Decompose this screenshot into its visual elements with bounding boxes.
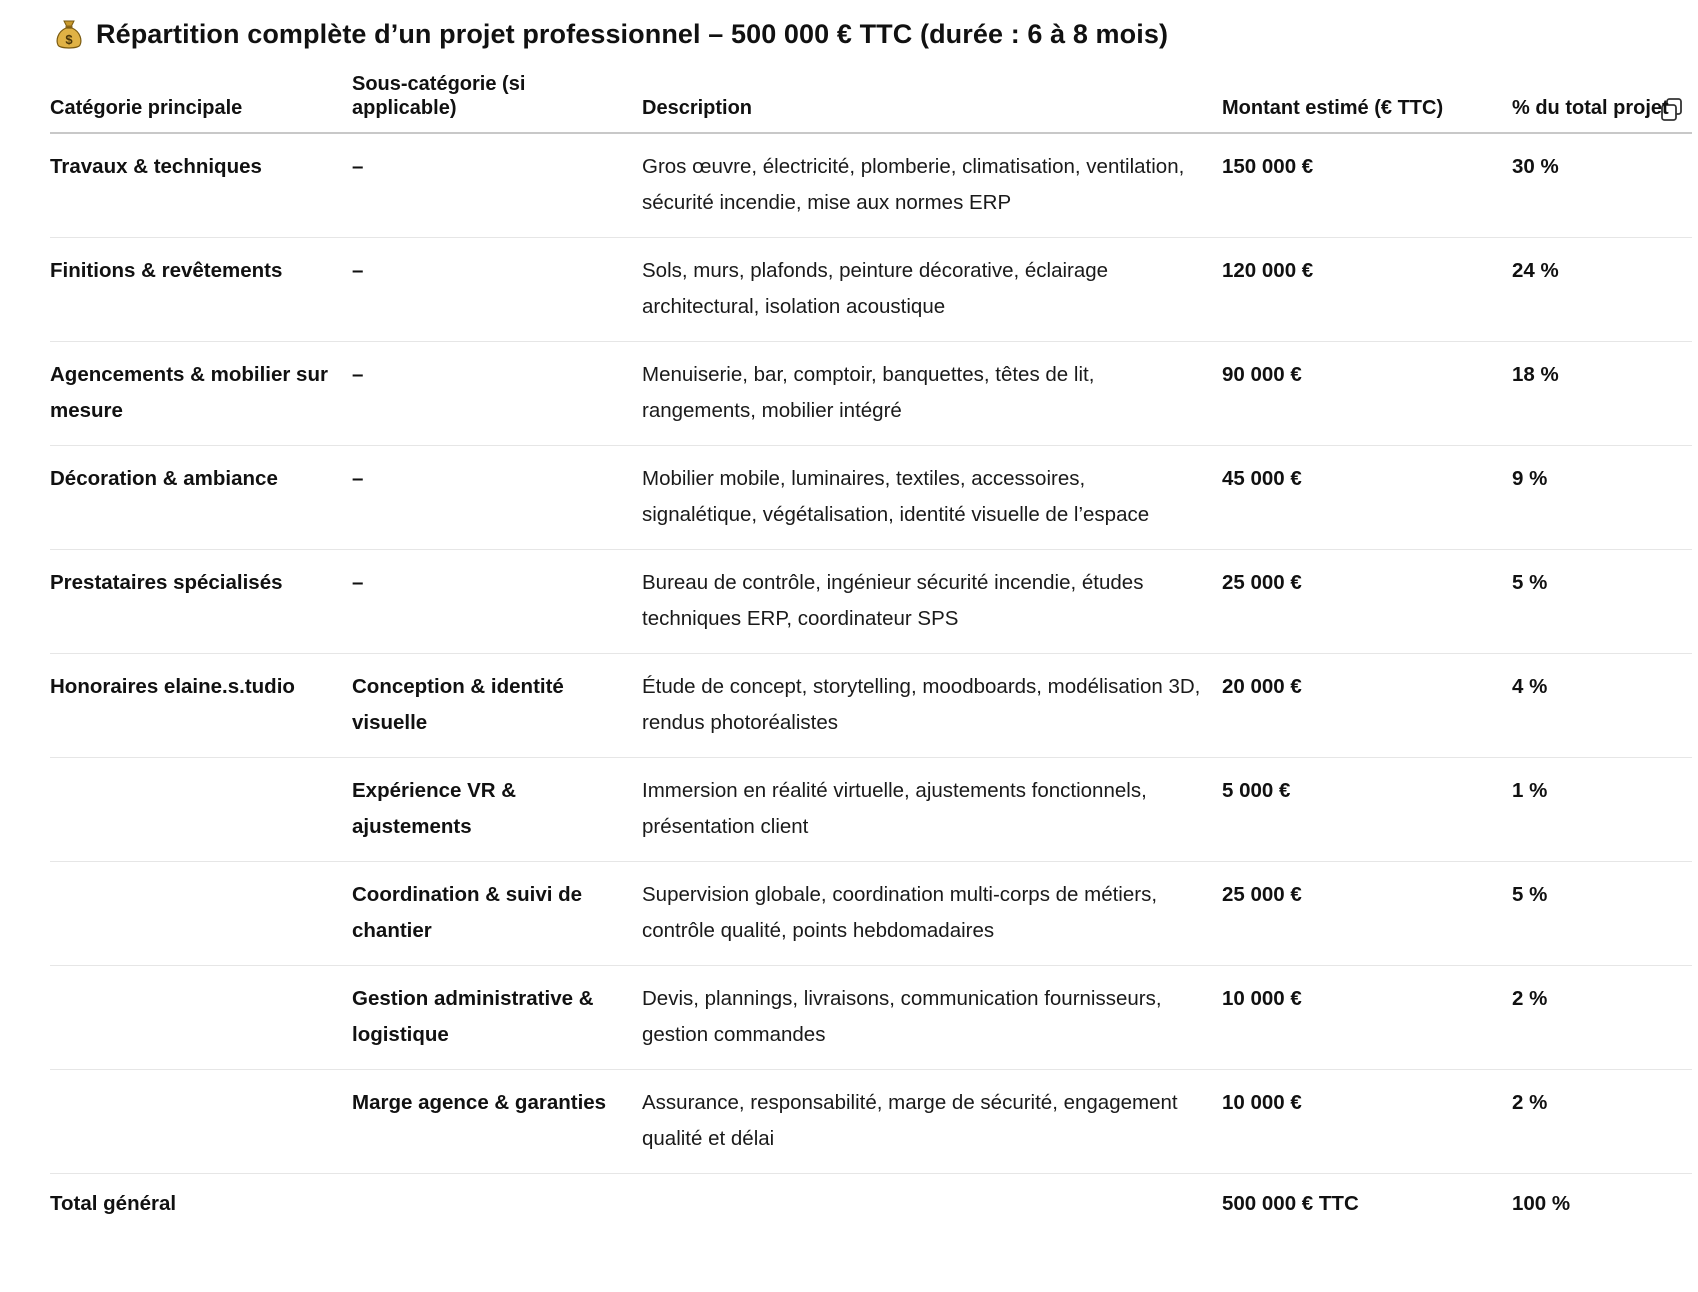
cell-percent: 4 % xyxy=(1512,654,1692,758)
cell-amount: 90 000 € xyxy=(1222,342,1512,446)
table-row xyxy=(50,966,1692,1070)
table-row xyxy=(50,758,1692,862)
budget-table xyxy=(50,70,1692,1230)
cell-description: Gros œuvre, électricité, plomberie, climatisation, ventilation, sécurité incendie, mise aux normes ERP xyxy=(642,133,1222,238)
cell-description: Menuiserie, bar, comptoir, banquettes, têtes de lit, rangements, mobilier intégré xyxy=(642,342,1222,446)
svg-text:$: $ xyxy=(65,32,73,47)
cell-category: Honoraires elaine.s.tudio xyxy=(50,654,352,758)
cell-subcategory: Gestion administrative & logistique xyxy=(352,966,642,1070)
cell-percent: 2 % xyxy=(1512,966,1692,1070)
cell-percent: 5 % xyxy=(1512,862,1692,966)
cell-amount: 25 000 € xyxy=(1222,550,1512,654)
cell-subcategory: – xyxy=(352,446,642,550)
cell-percent: 5 % xyxy=(1512,550,1692,654)
cell-subcategory: – xyxy=(352,550,642,654)
cell-category xyxy=(50,1070,352,1174)
page-title xyxy=(52,14,1168,54)
table-header-row xyxy=(50,70,1692,133)
table-row xyxy=(50,1070,1692,1174)
cell-amount: 150 000 € xyxy=(1222,133,1512,238)
cell-description: Supervision globale, coordination multi-corps de métiers, contrôle qualité, points hebdomadaires xyxy=(642,862,1222,966)
total-empty-description xyxy=(642,1174,1222,1231)
total-amount: 500 000 € TTC xyxy=(1222,1192,1359,1215)
cell-description: Bureau de contrôle, ingénieur sécurité incendie, études techniques ERP, coordinateur SPS xyxy=(642,550,1222,654)
cell-subcategory: Marge agence & garanties xyxy=(352,1070,642,1174)
cell-amount: 120 000 € xyxy=(1222,238,1512,342)
cell-percent: 30 % xyxy=(1512,133,1692,238)
money-bag-icon xyxy=(52,17,86,51)
cell-amount: 20 000 € xyxy=(1222,654,1512,758)
cell-subcategory: Coordination & suivi de chantier xyxy=(352,862,642,966)
cell-description: Immersion en réalité virtuelle, ajustements fonctionnels, présentation client xyxy=(642,758,1222,862)
table-row xyxy=(50,654,1692,758)
header-amount: Montant estimé (€ TTC) xyxy=(1222,70,1512,133)
cell-description: Étude de concept, storytelling, moodboards, modélisation 3D, rendus photoréalistes xyxy=(642,654,1222,758)
cell-amount: 10 000 € xyxy=(1222,966,1512,1070)
table-row xyxy=(50,550,1692,654)
cell-category: Décoration & ambiance xyxy=(50,446,352,550)
table-row xyxy=(50,342,1692,446)
cell-category: Prestataires spécialisés xyxy=(50,550,352,654)
total-empty-subcategory xyxy=(352,1174,642,1231)
total-percent: 100 % xyxy=(1512,1192,1571,1215)
cell-subcategory: – xyxy=(352,342,642,446)
cell-category xyxy=(50,758,352,862)
header-percent: % du total projet xyxy=(1512,70,1692,133)
cell-amount: 10 000 € xyxy=(1222,1070,1512,1174)
cell-percent: 18 % xyxy=(1512,342,1692,446)
total-row xyxy=(50,1174,1692,1231)
cell-percent: 9 % xyxy=(1512,446,1692,550)
header-category: Catégorie principale xyxy=(50,70,352,133)
header-subcategory: Sous-catégorie (si applicable) xyxy=(352,70,642,133)
cell-category xyxy=(50,966,352,1070)
cell-subcategory: Expérience VR & ajustements xyxy=(352,758,642,862)
cell-subcategory: – xyxy=(352,133,642,238)
table-row xyxy=(50,862,1692,966)
title-text: Répartition complète d’un projet professionnel – 500 000 € TTC (durée : 6 à 8 mois) xyxy=(96,18,1169,49)
cell-subcategory: – xyxy=(352,238,642,342)
cell-percent: 2 % xyxy=(1512,1070,1692,1174)
total-label: Total général xyxy=(50,1192,177,1215)
cell-category: Finitions & revêtements xyxy=(50,238,352,342)
table-row xyxy=(50,133,1692,238)
cell-category: Agencements & mobilier sur mesure xyxy=(50,342,352,446)
cell-category: Travaux & techniques xyxy=(50,133,352,238)
cell-description: Mobilier mobile, luminaires, textiles, accessoires, signalétique, végétalisation, identité visuelle de l’espace xyxy=(642,446,1222,550)
cell-amount: 5 000 € xyxy=(1222,758,1512,862)
cell-category xyxy=(50,862,352,966)
cell-description: Assurance, responsabilité, marge de sécurité, engagement qualité et délai xyxy=(642,1070,1222,1174)
cell-description: Sols, murs, plafonds, peinture décorative, éclairage architectural, isolation acoustique xyxy=(642,238,1222,342)
cell-description: Devis, plannings, livraisons, communication fournisseurs, gestion commandes xyxy=(642,966,1222,1070)
cell-amount: 45 000 € xyxy=(1222,446,1512,550)
cell-percent: 24 % xyxy=(1512,238,1692,342)
cell-subcategory: Conception & identité visuelle xyxy=(352,654,642,758)
cell-percent: 1 % xyxy=(1512,758,1692,862)
table-row xyxy=(50,446,1692,550)
table-row xyxy=(50,238,1692,342)
cell-amount: 25 000 € xyxy=(1222,862,1512,966)
header-description: Description xyxy=(642,70,1222,133)
